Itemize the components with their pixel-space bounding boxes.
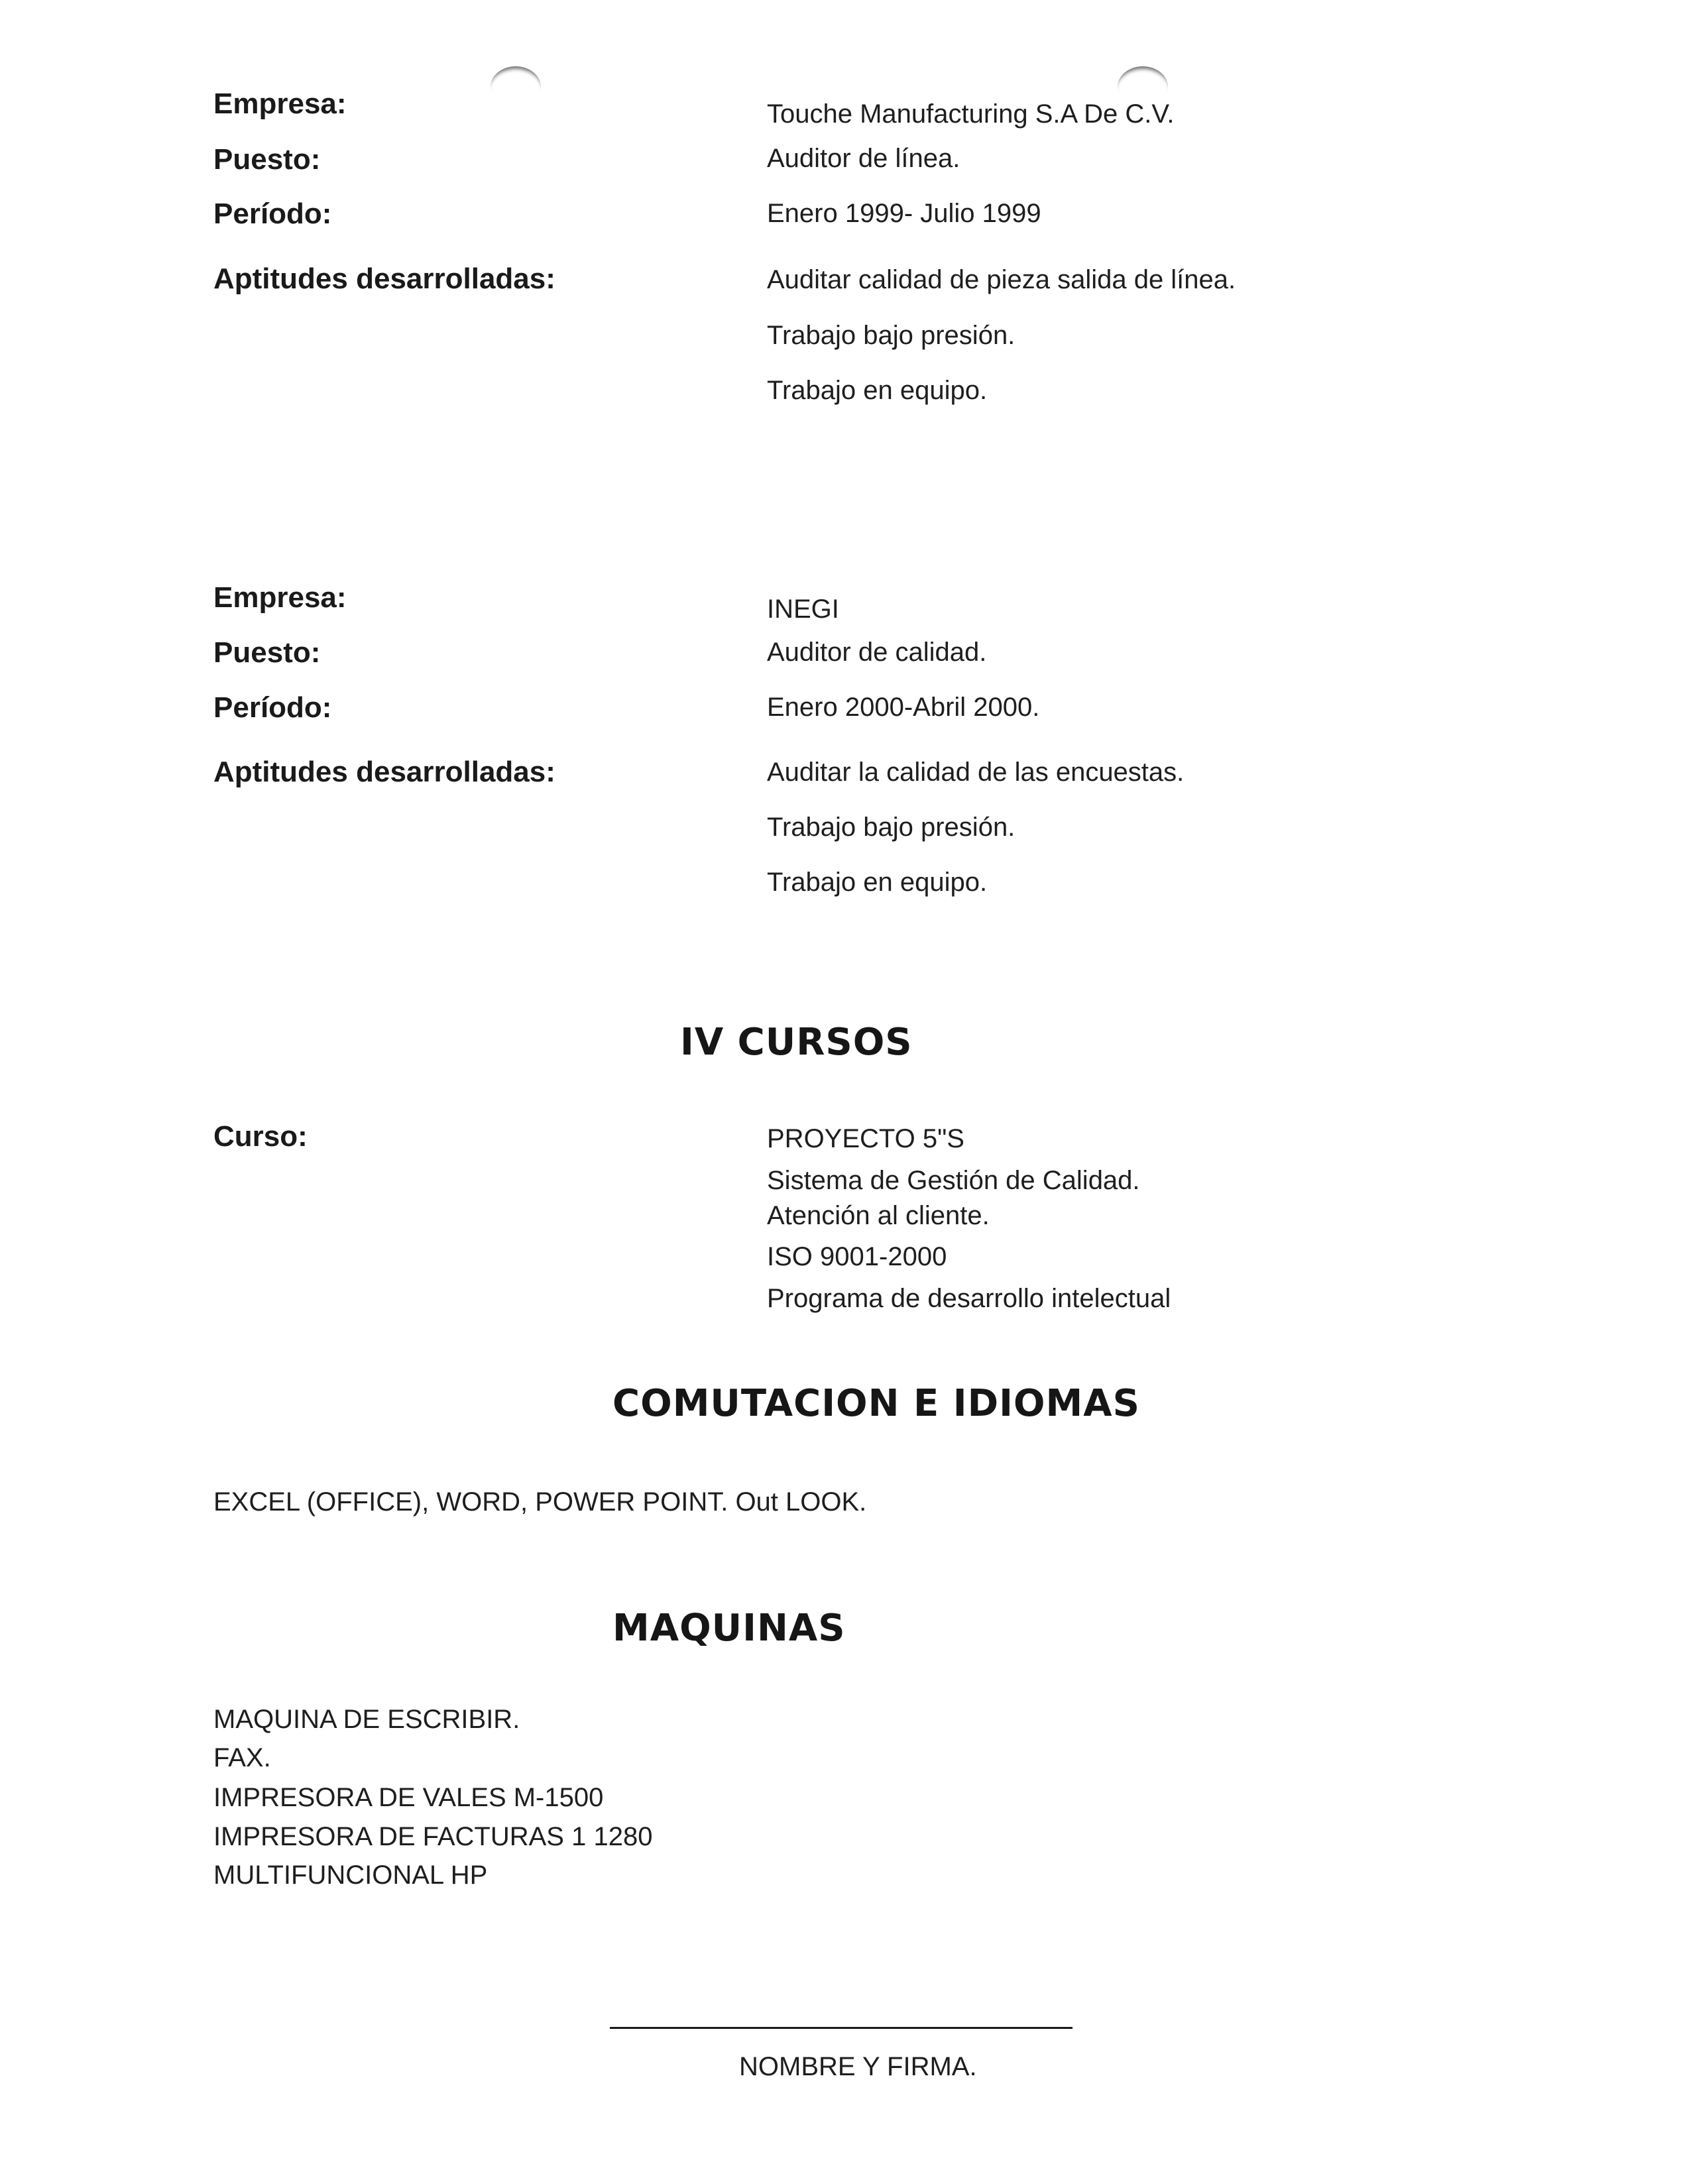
cursos-heading: IV CURSOS: [680, 1021, 913, 1064]
empresa-label: Empresa:: [213, 581, 347, 614]
maquina-item: MULTIFUNCIONAL HP: [213, 1861, 488, 1890]
aptitud-item: Trabajo bajo presión.: [767, 813, 1016, 842]
puesto-value: Auditor de línea.: [767, 144, 960, 173]
empresa-value: INEGI: [767, 595, 839, 624]
maquinas-heading: MAQUINAS: [612, 1607, 846, 1650]
curso-item: Sistema de Gestión de Calidad.: [767, 1166, 1140, 1195]
curso-item: ISO 9001-2000: [767, 1242, 947, 1271]
aptitudes-label: Aptitudes desarrolladas:: [213, 756, 555, 788]
puesto-label: Puesto:: [213, 636, 321, 669]
curso-label: Curso:: [213, 1120, 308, 1153]
maquina-item: MAQUINA DE ESCRIBIR.: [213, 1705, 520, 1734]
curso-item: PROYECTO 5"S: [767, 1124, 964, 1153]
signature-label: NOMBRE Y FIRMA.: [739, 2052, 977, 2081]
periodo-value: Enero 2000-Abril 2000.: [767, 693, 1040, 722]
computacion-heading: COMUTACION E IDIOMAS: [612, 1382, 1140, 1425]
signature-line: [610, 2027, 1073, 2029]
empresa-value: Touche Manufacturing S.A De C.V.: [767, 99, 1175, 129]
empresa-label: Empresa:: [213, 87, 347, 120]
punch-hole-left: [491, 66, 541, 107]
aptitud-item: Trabajo en equipo.: [767, 376, 988, 405]
curso-item: Programa de desarrollo intelectual: [767, 1284, 1171, 1313]
periodo-label: Período:: [213, 691, 332, 724]
aptitud-item: Trabajo en equipo.: [767, 868, 988, 897]
puesto-label: Puesto:: [213, 143, 321, 176]
computacion-text: EXCEL (OFFICE), WORD, POWER POINT. Out LOOK.: [213, 1487, 867, 1517]
periodo-value: Enero 1999- Julio 1999: [767, 199, 1041, 228]
aptitudes-label: Aptitudes desarrolladas:: [213, 262, 555, 295]
aptitud-item: Auditar calidad de pieza salida de línea.: [767, 265, 1236, 294]
aptitud-item: Auditar la calidad de las encuestas.: [767, 758, 1185, 787]
puesto-value: Auditor de calidad.: [767, 638, 987, 667]
maquina-item: IMPRESORA DE VALES M-1500: [213, 1783, 604, 1812]
maquina-item: IMPRESORA DE FACTURAS 1 1280: [213, 1822, 653, 1851]
maquina-item: FAX.: [213, 1743, 271, 1772]
periodo-label: Período:: [213, 198, 332, 230]
curso-item: Atención al cliente.: [767, 1201, 990, 1230]
aptitud-item: Trabajo bajo presión.: [767, 321, 1016, 350]
